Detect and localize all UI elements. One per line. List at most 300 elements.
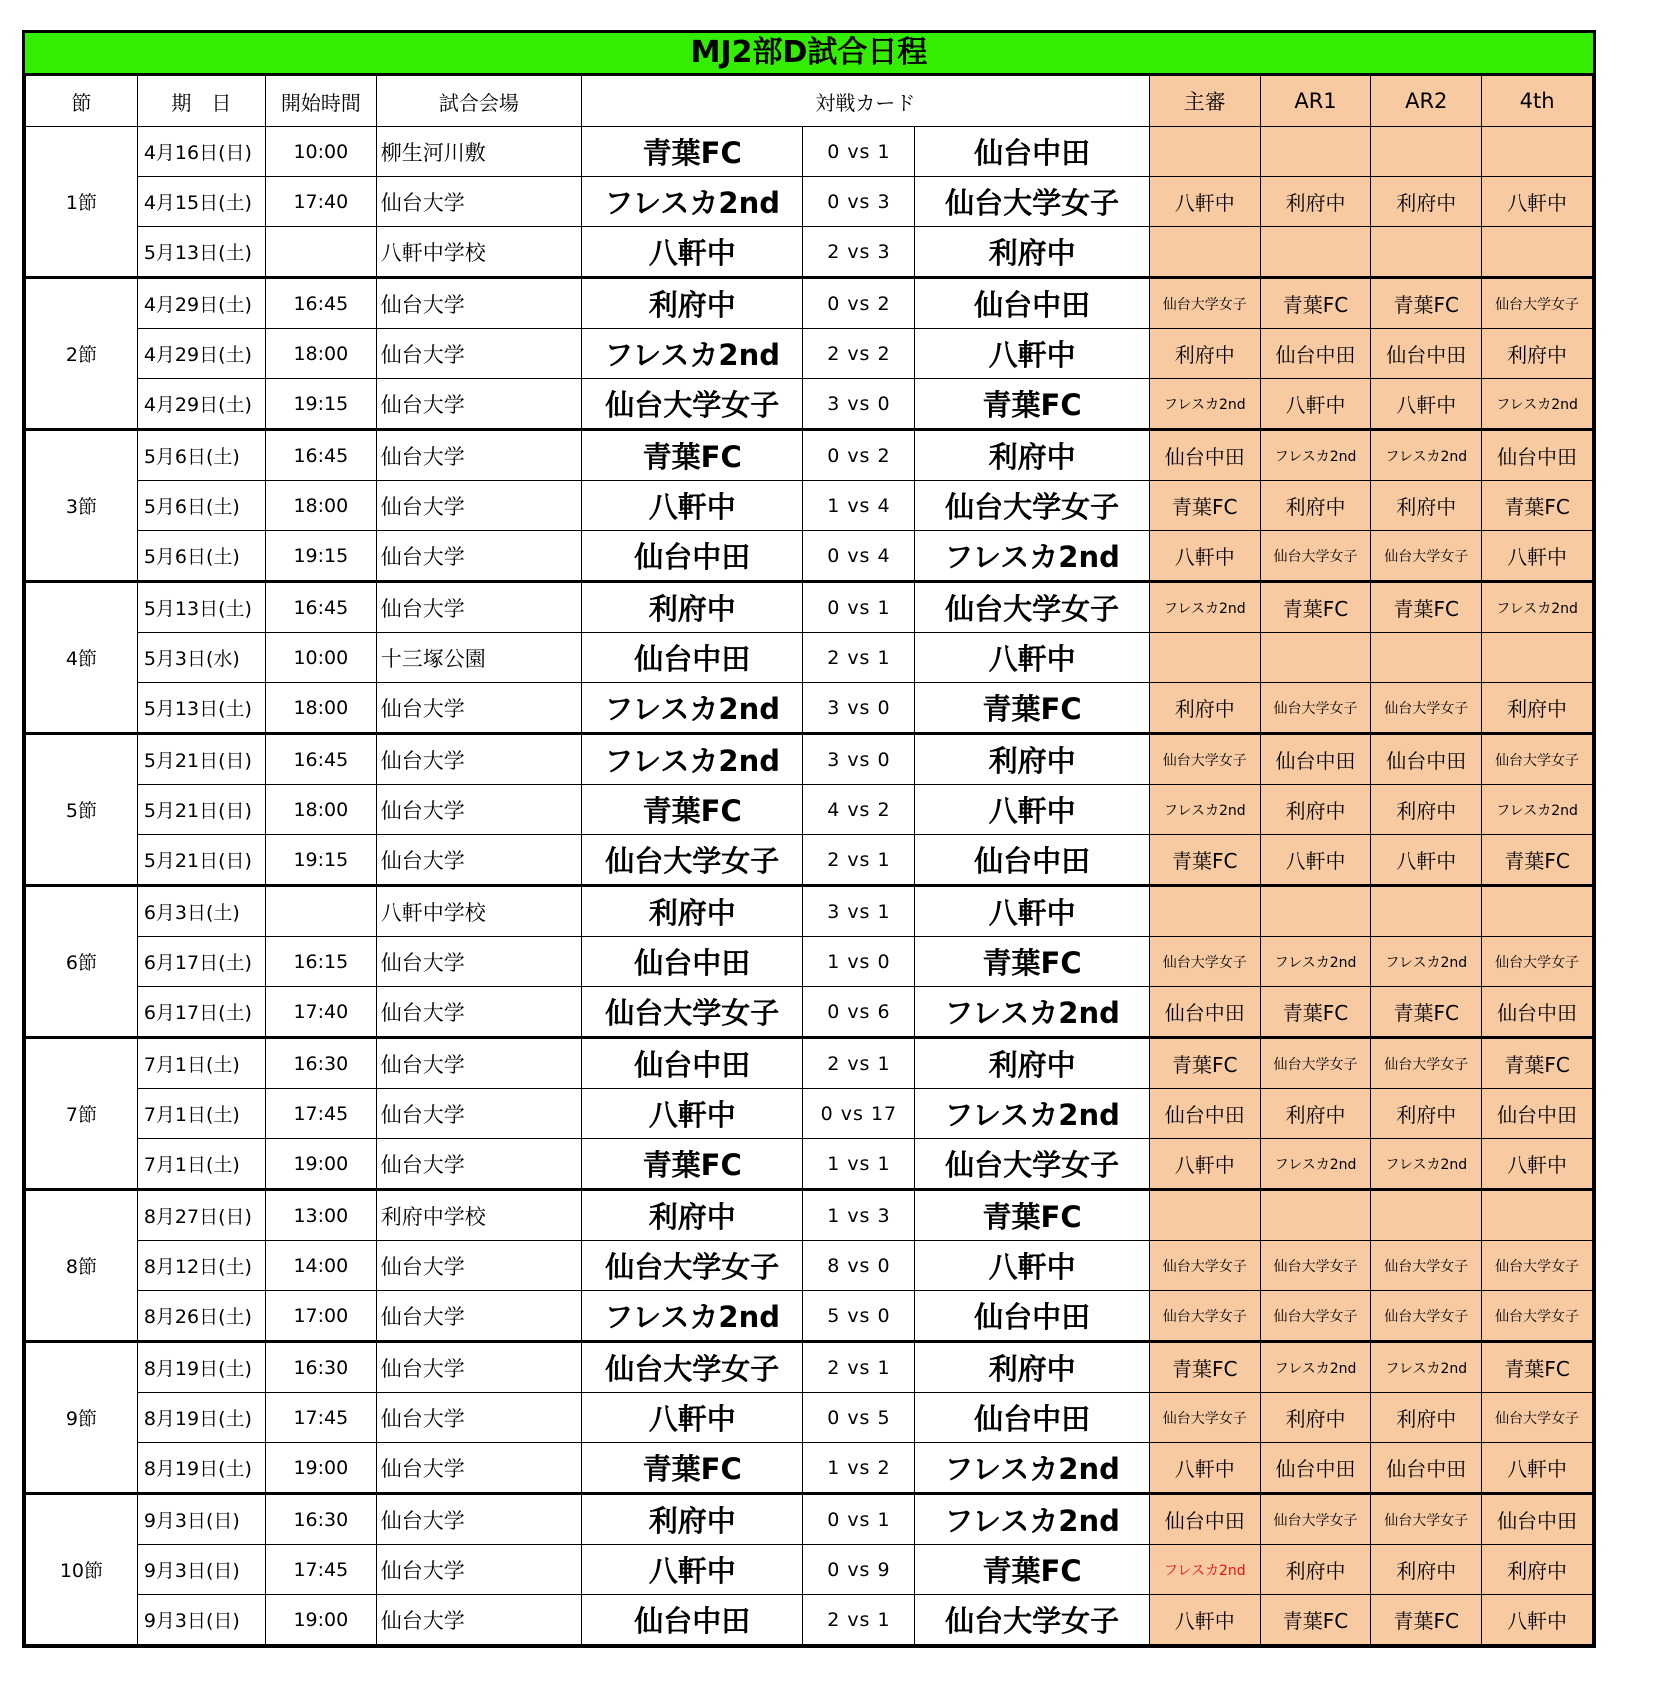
assistant-referee-1: 利府中 (1260, 785, 1371, 835)
referee: 仙台中田 (1149, 1494, 1260, 1545)
fourth-official (1482, 227, 1593, 278)
referee: 八軒中 (1149, 531, 1260, 582)
match-row (26, 1443, 1593, 1494)
home-team: 青葉FC (581, 1139, 803, 1190)
fourth-official: 利府中 (1482, 683, 1593, 734)
assistant-referee-1 (1260, 886, 1371, 937)
match-score: 0 vs 4 (803, 531, 915, 582)
match-date: 8月19日(土) (137, 1393, 265, 1443)
match-venue: 仙台大学 (376, 1038, 581, 1089)
match-time: 17:45 (265, 1393, 376, 1443)
match-time: 14:00 (265, 1241, 376, 1291)
assistant-referee-1: フレスカ2nd (1260, 1139, 1371, 1190)
match-time: 19:00 (265, 1595, 376, 1645)
match-score: 2 vs 1 (803, 1038, 915, 1089)
assistant-referee-1 (1260, 227, 1371, 278)
match-time: 16:30 (265, 1038, 376, 1089)
match-row (26, 531, 1593, 582)
match-row (26, 683, 1593, 734)
match-score: 0 vs 1 (803, 127, 915, 177)
assistant-referee-1: 仙台大学女子 (1260, 531, 1371, 582)
referee: 青葉FC (1149, 835, 1260, 886)
match-venue: 仙台大学 (376, 1545, 581, 1595)
assistant-referee-1: 利府中 (1260, 1089, 1371, 1139)
away-team: 仙台大学女子 (915, 1595, 1150, 1645)
header-venue: 試合会場 (376, 76, 581, 127)
home-team: 利府中 (581, 582, 803, 633)
assistant-referee-2: フレスカ2nd (1371, 1342, 1482, 1393)
assistant-referee-2: 八軒中 (1371, 835, 1482, 886)
fourth-official: 仙台大学女子 (1482, 734, 1593, 785)
match-time: 16:30 (265, 1342, 376, 1393)
assistant-referee-2: 八軒中 (1371, 379, 1482, 430)
away-team: フレスカ2nd (915, 1443, 1150, 1494)
home-team: 八軒中 (581, 481, 803, 531)
match-score: 2 vs 1 (803, 1595, 915, 1645)
away-team: 利府中 (915, 430, 1150, 481)
match-venue: 仙台大学 (376, 683, 581, 734)
assistant-referee-2: フレスカ2nd (1371, 937, 1482, 987)
round-label: 8節 (26, 1190, 138, 1342)
home-team: 青葉FC (581, 127, 803, 177)
fourth-official: 仙台中田 (1482, 1494, 1593, 1545)
fourth-official: 利府中 (1482, 329, 1593, 379)
home-team: 仙台中田 (581, 633, 803, 683)
match-time: 16:45 (265, 582, 376, 633)
match-score: 2 vs 2 (803, 329, 915, 379)
header-round: 節 (26, 76, 138, 127)
match-row (26, 1038, 1593, 1089)
match-score: 1 vs 1 (803, 1139, 915, 1190)
fourth-official (1482, 127, 1593, 177)
home-team: 仙台大学女子 (581, 1241, 803, 1291)
match-row (26, 1241, 1593, 1291)
round-label: 10節 (26, 1494, 138, 1645)
match-venue: 仙台大学 (376, 1595, 581, 1645)
fourth-official: 青葉FC (1482, 1342, 1593, 1393)
fourth-official: 八軒中 (1482, 1443, 1593, 1494)
away-team: 八軒中 (915, 633, 1150, 683)
referee (1149, 1190, 1260, 1241)
match-venue: 仙台大学 (376, 987, 581, 1038)
match-date: 5月21日(日) (137, 835, 265, 886)
referee: フレスカ2nd (1149, 379, 1260, 430)
assistant-referee-2: 青葉FC (1371, 1595, 1482, 1645)
referee: 青葉FC (1149, 1038, 1260, 1089)
away-team: フレスカ2nd (915, 1494, 1150, 1545)
match-date: 4月29日(土) (137, 329, 265, 379)
match-score: 1 vs 0 (803, 937, 915, 987)
fourth-official: 仙台大学女子 (1482, 1241, 1593, 1291)
match-date: 5月21日(日) (137, 785, 265, 835)
home-team: 青葉FC (581, 1443, 803, 1494)
assistant-referee-1: 仙台大学女子 (1260, 1241, 1371, 1291)
home-team: フレスカ2nd (581, 1291, 803, 1342)
fourth-official: 仙台大学女子 (1482, 1291, 1593, 1342)
home-team: 利府中 (581, 1494, 803, 1545)
assistant-referee-2: 仙台中田 (1371, 329, 1482, 379)
home-team: 八軒中 (581, 1545, 803, 1595)
home-team: フレスカ2nd (581, 329, 803, 379)
match-row (26, 1089, 1593, 1139)
match-time: 10:00 (265, 633, 376, 683)
match-venue: 仙台大学 (376, 278, 581, 329)
match-row (26, 430, 1593, 481)
home-team: 青葉FC (581, 430, 803, 481)
match-time: 16:15 (265, 937, 376, 987)
assistant-referee-1: 仙台大学女子 (1260, 1494, 1371, 1545)
match-time: 18:00 (265, 683, 376, 734)
fourth-official (1482, 886, 1593, 937)
match-score: 2 vs 1 (803, 1342, 915, 1393)
match-score: 0 vs 5 (803, 1393, 915, 1443)
away-team: 仙台中田 (915, 1393, 1150, 1443)
match-row (26, 1494, 1593, 1545)
referee: 利府中 (1149, 329, 1260, 379)
match-row (26, 1595, 1593, 1645)
referee: フレスカ2nd (1149, 785, 1260, 835)
match-date: 6月3日(土) (137, 886, 265, 937)
match-date: 5月6日(土) (137, 531, 265, 582)
match-date: 5月3日(水) (137, 633, 265, 683)
match-time: 19:15 (265, 531, 376, 582)
match-time: 18:00 (265, 785, 376, 835)
match-time: 13:00 (265, 1190, 376, 1241)
away-team: 青葉FC (915, 1190, 1150, 1241)
assistant-referee-2 (1371, 1190, 1482, 1241)
match-row (26, 582, 1593, 633)
assistant-referee-1: 仙台大学女子 (1260, 1291, 1371, 1342)
match-venue: 仙台大学 (376, 329, 581, 379)
away-team: フレスカ2nd (915, 531, 1150, 582)
referee: フレスカ2nd (1149, 582, 1260, 633)
assistant-referee-2: 青葉FC (1371, 278, 1482, 329)
away-team: 利府中 (915, 227, 1150, 278)
match-date: 6月17日(土) (137, 937, 265, 987)
assistant-referee-1: 青葉FC (1260, 1595, 1371, 1645)
away-team: 仙台大学女子 (915, 177, 1150, 227)
match-date: 8月19日(土) (137, 1342, 265, 1393)
away-team: 仙台中田 (915, 835, 1150, 886)
match-venue: 八軒中学校 (376, 227, 581, 278)
referee: 青葉FC (1149, 1342, 1260, 1393)
assistant-referee-2 (1371, 633, 1482, 683)
home-team: 青葉FC (581, 785, 803, 835)
match-date: 5月13日(土) (137, 683, 265, 734)
match-date: 6月17日(土) (137, 987, 265, 1038)
match-score: 1 vs 2 (803, 1443, 915, 1494)
referee (1149, 633, 1260, 683)
away-team: 仙台大学女子 (915, 582, 1150, 633)
match-time: 17:40 (265, 177, 376, 227)
assistant-referee-2: フレスカ2nd (1371, 430, 1482, 481)
home-team: フレスカ2nd (581, 734, 803, 785)
home-team: 仙台大学女子 (581, 835, 803, 886)
home-team: 八軒中 (581, 1089, 803, 1139)
match-row (26, 1139, 1593, 1190)
match-row (26, 177, 1593, 227)
home-team: 仙台中田 (581, 1595, 803, 1645)
match-date: 5月13日(土) (137, 227, 265, 278)
assistant-referee-1 (1260, 1190, 1371, 1241)
assistant-referee-1: 仙台大学女子 (1260, 1038, 1371, 1089)
match-score: 0 vs 3 (803, 177, 915, 227)
home-team: 仙台大学女子 (581, 1342, 803, 1393)
referee: 仙台大学女子 (1149, 1291, 1260, 1342)
away-team: 青葉FC (915, 1545, 1150, 1595)
match-time: 19:15 (265, 835, 376, 886)
assistant-referee-1: 利府中 (1260, 177, 1371, 227)
away-team: フレスカ2nd (915, 987, 1150, 1038)
match-venue: 仙台大学 (376, 1291, 581, 1342)
header-row (26, 76, 1593, 127)
match-row (26, 987, 1593, 1038)
match-score: 0 vs 2 (803, 430, 915, 481)
away-team: 八軒中 (915, 886, 1150, 937)
assistant-referee-2: 仙台中田 (1371, 1443, 1482, 1494)
fourth-official: 八軒中 (1482, 531, 1593, 582)
match-row (26, 1545, 1593, 1595)
referee (1149, 227, 1260, 278)
home-team: 仙台中田 (581, 1038, 803, 1089)
match-time: 10:00 (265, 127, 376, 177)
match-venue: 十三塚公園 (376, 633, 581, 683)
fourth-official: 仙台大学女子 (1482, 937, 1593, 987)
match-date: 4月16日(日) (137, 127, 265, 177)
assistant-referee-1: 仙台大学女子 (1260, 683, 1371, 734)
assistant-referee-1: 青葉FC (1260, 987, 1371, 1038)
match-score: 1 vs 4 (803, 481, 915, 531)
match-score: 0 vs 6 (803, 987, 915, 1038)
assistant-referee-2: 利府中 (1371, 481, 1482, 531)
assistant-referee-1: フレスカ2nd (1260, 1342, 1371, 1393)
assistant-referee-2: 仙台大学女子 (1371, 683, 1482, 734)
match-row (26, 734, 1593, 785)
referee: 仙台大学女子 (1149, 1241, 1260, 1291)
match-time: 16:45 (265, 734, 376, 785)
assistant-referee-2 (1371, 127, 1482, 177)
home-team: 仙台中田 (581, 531, 803, 582)
header-date: 期 日 (137, 76, 265, 127)
referee: 仙台大学女子 (1149, 734, 1260, 785)
match-score: 8 vs 0 (803, 1241, 915, 1291)
match-row (26, 633, 1593, 683)
match-date: 9月3日(日) (137, 1595, 265, 1645)
match-venue: 利府中学校 (376, 1190, 581, 1241)
match-time: 17:00 (265, 1291, 376, 1342)
referee: 八軒中 (1149, 1139, 1260, 1190)
match-venue: 仙台大学 (376, 531, 581, 582)
match-score: 2 vs 3 (803, 227, 915, 278)
assistant-referee-2: 仙台大学女子 (1371, 1291, 1482, 1342)
assistant-referee-2: 青葉FC (1371, 987, 1482, 1038)
away-team: 青葉FC (915, 683, 1150, 734)
match-row (26, 227, 1593, 278)
away-team: 青葉FC (915, 379, 1150, 430)
home-team: フレスカ2nd (581, 177, 803, 227)
page-title: MJ2部D試合日程 (25, 33, 1593, 75)
match-row (26, 1190, 1593, 1241)
round-label: 2節 (26, 278, 138, 430)
home-team: 仙台大学女子 (581, 379, 803, 430)
match-row (26, 937, 1593, 987)
assistant-referee-2: 利府中 (1371, 1393, 1482, 1443)
assistant-referee-1 (1260, 633, 1371, 683)
referee: 利府中 (1149, 683, 1260, 734)
referee: 仙台大学女子 (1149, 278, 1260, 329)
fourth-official (1482, 633, 1593, 683)
round-label: 4節 (26, 582, 138, 734)
match-venue: 仙台大学 (376, 582, 581, 633)
home-team: 八軒中 (581, 1393, 803, 1443)
away-team: 八軒中 (915, 329, 1150, 379)
match-venue: 仙台大学 (376, 785, 581, 835)
fourth-official: 利府中 (1482, 1545, 1593, 1595)
assistant-referee-2 (1371, 227, 1482, 278)
match-date: 8月12日(土) (137, 1241, 265, 1291)
match-venue: 仙台大学 (376, 430, 581, 481)
match-venue: 仙台大学 (376, 1494, 581, 1545)
header-ar1: AR1 (1260, 76, 1371, 127)
referee: 仙台中田 (1149, 987, 1260, 1038)
round-label: 5節 (26, 734, 138, 886)
match-date: 8月27日(日) (137, 1190, 265, 1241)
match-venue: 仙台大学 (376, 379, 581, 430)
home-team: 利府中 (581, 1190, 803, 1241)
match-date: 5月6日(土) (137, 481, 265, 531)
assistant-referee-1: 利府中 (1260, 1545, 1371, 1595)
away-team: 仙台大学女子 (915, 481, 1150, 531)
match-row (26, 886, 1593, 937)
match-time (265, 886, 376, 937)
referee: 八軒中 (1149, 1595, 1260, 1645)
match-venue: 仙台大学 (376, 1342, 581, 1393)
assistant-referee-1: 利府中 (1260, 481, 1371, 531)
fourth-official: フレスカ2nd (1482, 379, 1593, 430)
match-date: 7月1日(土) (137, 1139, 265, 1190)
match-row (26, 329, 1593, 379)
match-score: 3 vs 0 (803, 379, 915, 430)
match-date: 8月19日(土) (137, 1443, 265, 1494)
header-fourth: 4th (1482, 76, 1593, 127)
fourth-official: 八軒中 (1482, 1595, 1593, 1645)
match-row (26, 835, 1593, 886)
match-row (26, 278, 1593, 329)
match-time: 19:00 (265, 1139, 376, 1190)
fourth-official: フレスカ2nd (1482, 582, 1593, 633)
match-time: 17:45 (265, 1089, 376, 1139)
assistant-referee-1: 利府中 (1260, 1393, 1371, 1443)
match-date: 7月1日(土) (137, 1089, 265, 1139)
match-date: 9月3日(日) (137, 1545, 265, 1595)
match-date: 9月3日(日) (137, 1494, 265, 1545)
header-referee: 主審 (1149, 76, 1260, 127)
away-team: 八軒中 (915, 785, 1150, 835)
assistant-referee-2: 仙台大学女子 (1371, 1241, 1482, 1291)
match-score: 0 vs 17 (803, 1089, 915, 1139)
match-score: 4 vs 2 (803, 785, 915, 835)
fourth-official: 青葉FC (1482, 1038, 1593, 1089)
assistant-referee-2: 仙台中田 (1371, 734, 1482, 785)
referee: 八軒中 (1149, 177, 1260, 227)
referee: 仙台中田 (1149, 1089, 1260, 1139)
away-team: 仙台大学女子 (915, 1139, 1150, 1190)
fourth-official: 八軒中 (1482, 1139, 1593, 1190)
assistant-referee-1: 仙台中田 (1260, 1443, 1371, 1494)
referee: 八軒中 (1149, 1443, 1260, 1494)
match-venue: 仙台大学 (376, 1393, 581, 1443)
schedule-sheet (22, 30, 1596, 1648)
schedule-table (25, 75, 1593, 1645)
fourth-official: 青葉FC (1482, 481, 1593, 531)
match-score: 0 vs 2 (803, 278, 915, 329)
away-team: 利府中 (915, 1342, 1150, 1393)
assistant-referee-1: フレスカ2nd (1260, 937, 1371, 987)
home-team: フレスカ2nd (581, 683, 803, 734)
match-time: 18:00 (265, 481, 376, 531)
match-score: 3 vs 0 (803, 734, 915, 785)
round-label: 6節 (26, 886, 138, 1038)
match-date: 4月15日(土) (137, 177, 265, 227)
fourth-official: 青葉FC (1482, 835, 1593, 886)
home-team: 利府中 (581, 886, 803, 937)
match-date: 8月26日(土) (137, 1291, 265, 1342)
match-venue: 仙台大学 (376, 1241, 581, 1291)
fourth-official: 八軒中 (1482, 177, 1593, 227)
referee: 仙台大学女子 (1149, 1393, 1260, 1443)
referee (1149, 127, 1260, 177)
assistant-referee-1 (1260, 127, 1371, 177)
match-time: 16:45 (265, 278, 376, 329)
match-row (26, 1291, 1593, 1342)
assistant-referee-2: 青葉FC (1371, 582, 1482, 633)
assistant-referee-1: 八軒中 (1260, 379, 1371, 430)
match-score: 3 vs 1 (803, 886, 915, 937)
away-team: 仙台中田 (915, 127, 1150, 177)
match-time: 17:40 (265, 987, 376, 1038)
away-team: 八軒中 (915, 1241, 1150, 1291)
round-label: 1節 (26, 127, 138, 278)
match-row (26, 1393, 1593, 1443)
assistant-referee-2: 利府中 (1371, 1545, 1482, 1595)
match-time: 19:00 (265, 1443, 376, 1494)
match-venue: 仙台大学 (376, 835, 581, 886)
header-matchup: 対戦カード (581, 76, 1149, 127)
match-date: 7月1日(土) (137, 1038, 265, 1089)
match-date: 5月6日(土) (137, 430, 265, 481)
match-venue: 仙台大学 (376, 1089, 581, 1139)
referee (1149, 886, 1260, 937)
assistant-referee-2: 仙台大学女子 (1371, 1038, 1482, 1089)
match-score: 0 vs 1 (803, 1494, 915, 1545)
fourth-official: 仙台中田 (1482, 430, 1593, 481)
fourth-official: 仙台大学女子 (1482, 1393, 1593, 1443)
referee: 仙台大学女子 (1149, 937, 1260, 987)
assistant-referee-2: 仙台大学女子 (1371, 1494, 1482, 1545)
fourth-official: 仙台中田 (1482, 987, 1593, 1038)
match-venue: 仙台大学 (376, 734, 581, 785)
referee: 仙台中田 (1149, 430, 1260, 481)
match-venue: 仙台大学 (376, 177, 581, 227)
assistant-referee-2: 利府中 (1371, 785, 1482, 835)
match-score: 0 vs 1 (803, 582, 915, 633)
assistant-referee-1: 仙台中田 (1260, 329, 1371, 379)
schedule-body (26, 127, 1593, 1645)
assistant-referee-1: 仙台中田 (1260, 734, 1371, 785)
match-time: 16:30 (265, 1494, 376, 1545)
match-time: 18:00 (265, 329, 376, 379)
fourth-official: 仙台中田 (1482, 1089, 1593, 1139)
